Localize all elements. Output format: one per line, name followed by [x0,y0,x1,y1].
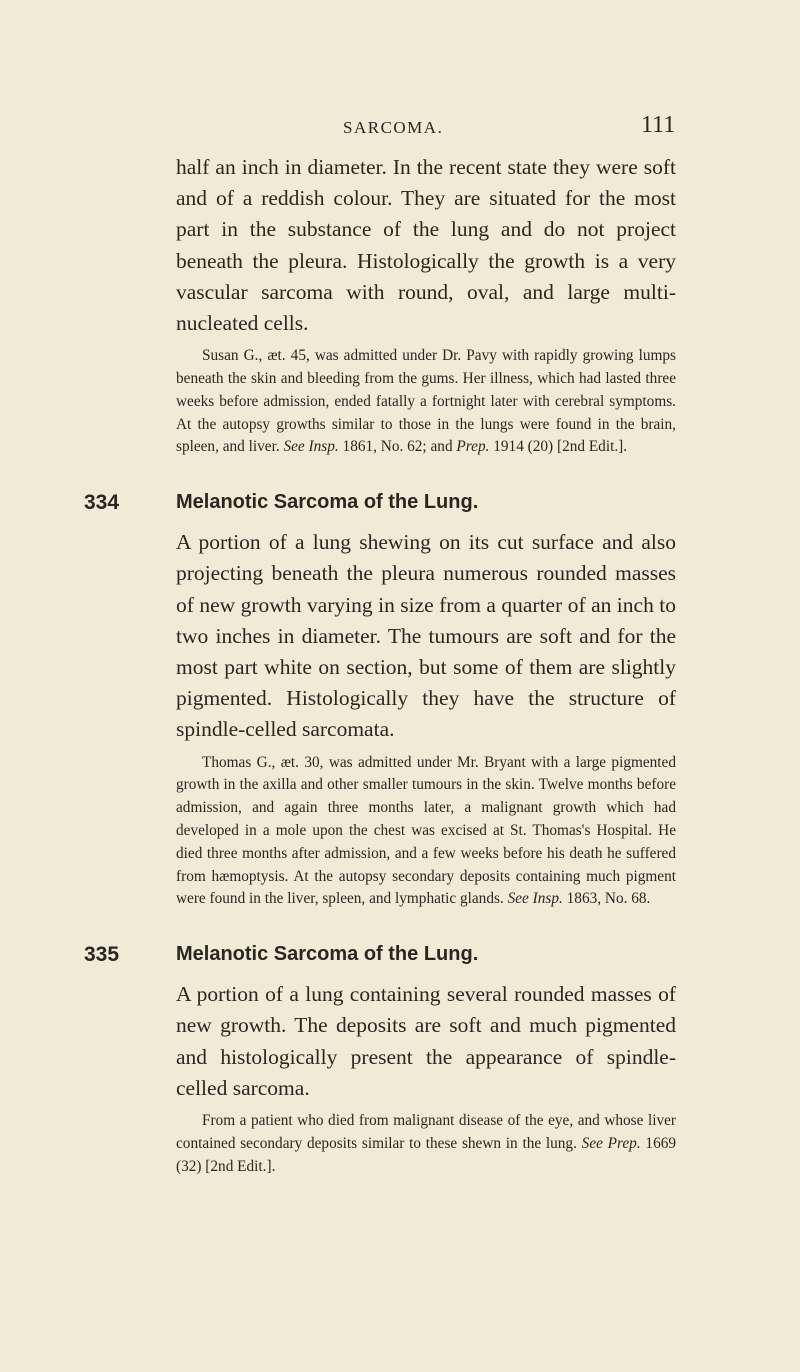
entry-number: 334 [84,491,120,515]
intro-note-ref-2-detail: 1914 (20) [2nd Edit.]. [493,438,628,456]
entry-case-note [176,1110,676,1178]
entry-note-text: From a patient who died from malignant disease of the eye, and whose liver contained secondary deposits similar to these shewn in the lung. [176,1112,676,1152]
entry-case-note [176,752,676,912]
entry-title: Melanotic Sarcoma of the Lung. [176,491,479,514]
entry-heading-335 [84,939,676,975]
page-number: 111 [641,112,676,138]
entry-note-ref-detail: 1669 (32) [2nd Edit.]. [176,1134,677,1175]
intro-note-ref-2: Prep. [456,438,490,456]
entry-description: A portion of a lung shewing on its cut surface and also projecting beneath the pleura numerous rounded masses of new growth varying in size from a quarter of an inch to two inches in diameter. The tumours are soft and for the most part white on section, but some of them are slightly pigmented. Histologically they have the structure of spindle-celled sarcomata. [176,530,676,742]
intro-note-ref-1-detail: 1861, No. 62; and [342,438,453,456]
entry-note-ref-detail: 1863, No. 68. [566,890,651,908]
page-content [84,152,677,1178]
page-header [0,112,800,148]
entry-number: 335 [84,943,120,967]
intro-note-text: Susan G., æt. 45, was admitted under Dr. Pavy with rapidly growing lumps beneath the skin and bleeding from the gums. Her illness, which had lasted three weeks before admission, ended fatally a fortnight later with cerebral symptoms. At the autopsy growths similar to those in the lungs were found in the brain, spleen, and liver. [176,347,676,456]
running-head: SARCOMA. [343,118,444,137]
entry-note-ref: See Prep. [581,1134,641,1152]
intro-case-note [176,345,676,459]
intro-note-ref-1: See Insp. [283,438,339,456]
intro-paragraph: half an inch in diameter. In the recent state they were soft and of a reddish colour. They are situated for the most part in the substance of the lung and do not project beneath the pleura. Histologically the growth is a very vascular sarcoma with round, oval, and large multi-nucleated cells. [176,155,676,336]
entry-description: A portion of a lung containing several rounded masses of new growth. The deposits are soft and much pigmented and histologically present the appearance of spindle-celled sarcoma. [176,982,676,1100]
entry-note-text: Thomas G., æt. 30, was admitted under Mr. Bryant with a large pigmented growth in the axilla and other smaller tumours in the skin. Twelve months before admission, and again three months later, a malignant growth which had developed in a mole upon the chest was excised at St. Thomas's Hospital. He died three months after admission, and a few weeks before his death he suffered from hæmoptysis. At the autopsy secondary deposits containing much pigment were found in the liver, spleen, and lymphatic glands. [176,753,676,908]
entry-heading-334 [84,487,676,523]
entry-note-ref: See Insp. [507,890,563,908]
entry-title: Melanotic Sarcoma of the Lung. [176,943,479,966]
